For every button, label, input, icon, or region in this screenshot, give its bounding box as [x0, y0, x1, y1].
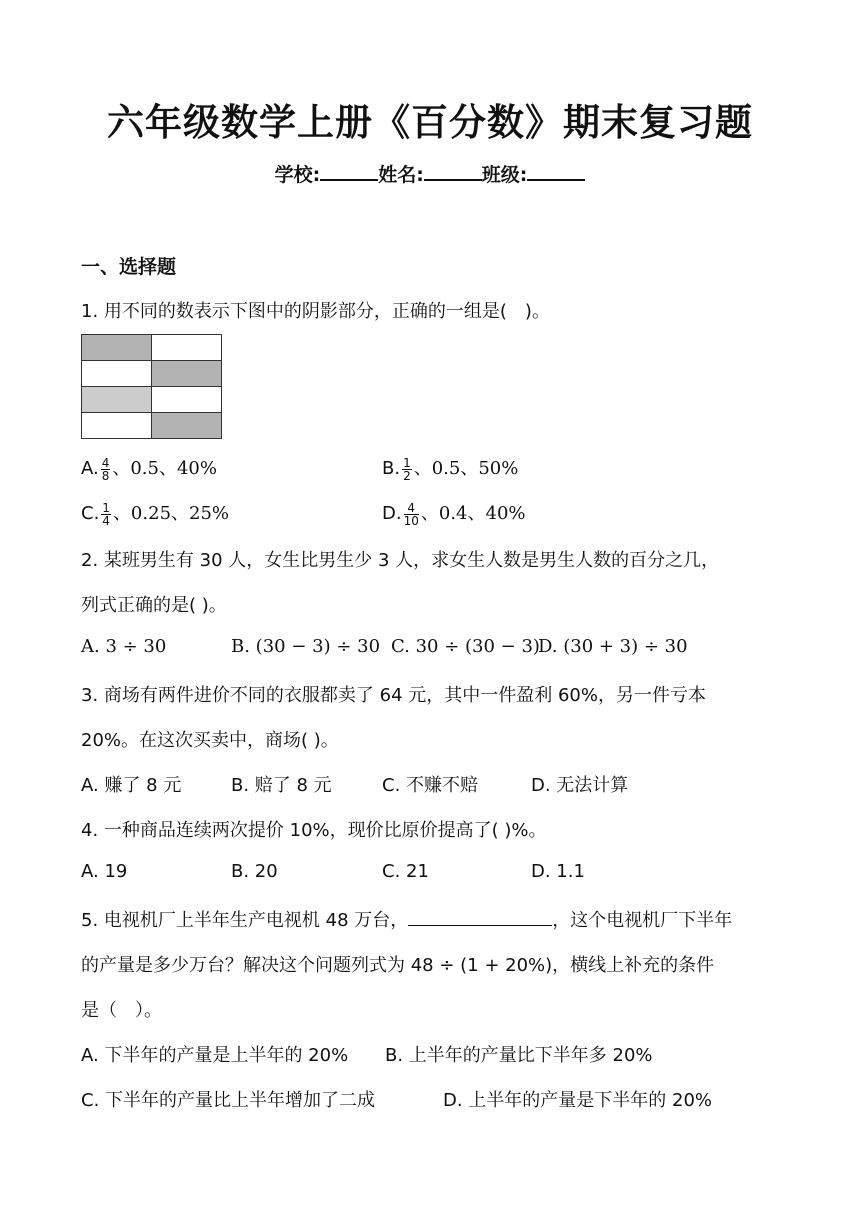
fill-in-blank[interactable] — [408, 909, 552, 926]
fraction: $\frac{4}{8}$ — [101, 455, 110, 483]
q5-option-c[interactable]: C. 下半年的产量比上半年增加了二成 — [81, 1090, 376, 1111]
q3-option-c[interactable]: C. 不赚不赔 — [382, 775, 479, 796]
q4-text: 4. 一种商品连续两次提价 10%，现价比原价提高了( )%。 — [81, 820, 547, 841]
q2-text-line1: 2. 某班男生有 30 人，女生比男生少 3 人，求女生人数是男生人数的百分之几， — [81, 550, 720, 571]
q2-option-c[interactable]: C. 30 ÷ (30 − 3) — [391, 636, 540, 657]
q2-option-d[interactable]: D. (30 + 3) ÷ 30 — [538, 636, 688, 657]
fraction: $\frac{1}{2}$ — [403, 455, 411, 483]
q1-option-a[interactable]: A. $\frac{4}{8}$ 、0.5、40% — [81, 455, 217, 483]
grid-cell — [152, 413, 222, 439]
grid-cell — [82, 387, 152, 413]
q5-option-b[interactable]: B. 上半年的产量比下半年多 20% — [385, 1045, 653, 1066]
q5-option-d[interactable]: D. 上半年的产量是下半年的 20% — [443, 1090, 713, 1111]
name-blank[interactable] — [424, 161, 482, 181]
q1-option-c[interactable]: C. $\frac{1}{4}$ 、0.25、25% — [81, 500, 230, 528]
grid-cell — [152, 387, 222, 413]
q5-text-line2: 的产量是多少万台？解决这个问题列式为 48 ÷ (1 + 20%)，横线上补充的条件 — [81, 955, 715, 976]
fraction: $\frac{4}{10}$ — [403, 500, 419, 528]
school-blank[interactable] — [320, 161, 378, 181]
q2-text-line2: 列式正确的是( )。 — [81, 595, 227, 616]
q5-text-line1: 5. 电视机厂上半年生产电视机 48 万台， ，这个电视机厂下半年 — [81, 910, 733, 931]
grid-cell — [152, 335, 222, 361]
section-heading: 一、选择题 — [81, 256, 177, 278]
name-label: 姓名: — [378, 164, 424, 186]
q5-text-line3: 是（ ）。 — [81, 1000, 162, 1021]
grid-cell — [82, 335, 152, 361]
q4-option-a[interactable]: A. 19 — [81, 861, 128, 882]
q2-option-b[interactable]: B. (30 − 3) ÷ 30 — [231, 636, 381, 657]
q1-text: 1. 用不同的数表示下图中的阴影部分，正确的一组是( )。 — [81, 301, 550, 322]
q1-option-b[interactable]: B. $\frac{1}{2}$ 、0.5、50% — [382, 455, 519, 483]
class-label: 班级: — [481, 164, 528, 186]
q4-option-d[interactable]: D. 1.1 — [531, 861, 585, 882]
school-label: 学校: — [274, 164, 321, 186]
grid-cell — [82, 413, 152, 439]
class-blank[interactable] — [527, 161, 585, 181]
grid-cell — [82, 361, 152, 387]
q3-option-b[interactable]: B. 赔了 8 元 — [231, 775, 332, 796]
fraction: $\frac{1}{4}$ — [102, 500, 110, 528]
q3-text-line1: 3. 商场有两件进价不同的衣服都卖了 64 元，其中一件盈利 60%，另一件亏本 — [81, 685, 706, 706]
grid-cell — [152, 361, 222, 387]
q3-option-a[interactable]: A. 赚了 8 元 — [81, 775, 182, 796]
q1-option-d[interactable]: D. $\frac{4}{10}$ 、0.4、40% — [382, 500, 526, 528]
q2-option-a[interactable]: A. 3 ÷ 30 — [81, 636, 167, 657]
student-info-line — [0, 160, 860, 187]
q4-option-b[interactable]: B. 20 — [231, 861, 278, 882]
shaded-grid-figure — [81, 334, 222, 439]
q5-option-a[interactable]: A. 下半年的产量是上半年的 20% — [81, 1045, 349, 1066]
q3-option-d[interactable]: D. 无法计算 — [531, 775, 629, 796]
page-title: 六年级数学上册《百分数》期末复习题 — [107, 101, 753, 144]
q3-text-line2: 20%。在这次买卖中，商场( )。 — [81, 730, 339, 751]
q4-option-c[interactable]: C. 21 — [382, 861, 429, 882]
